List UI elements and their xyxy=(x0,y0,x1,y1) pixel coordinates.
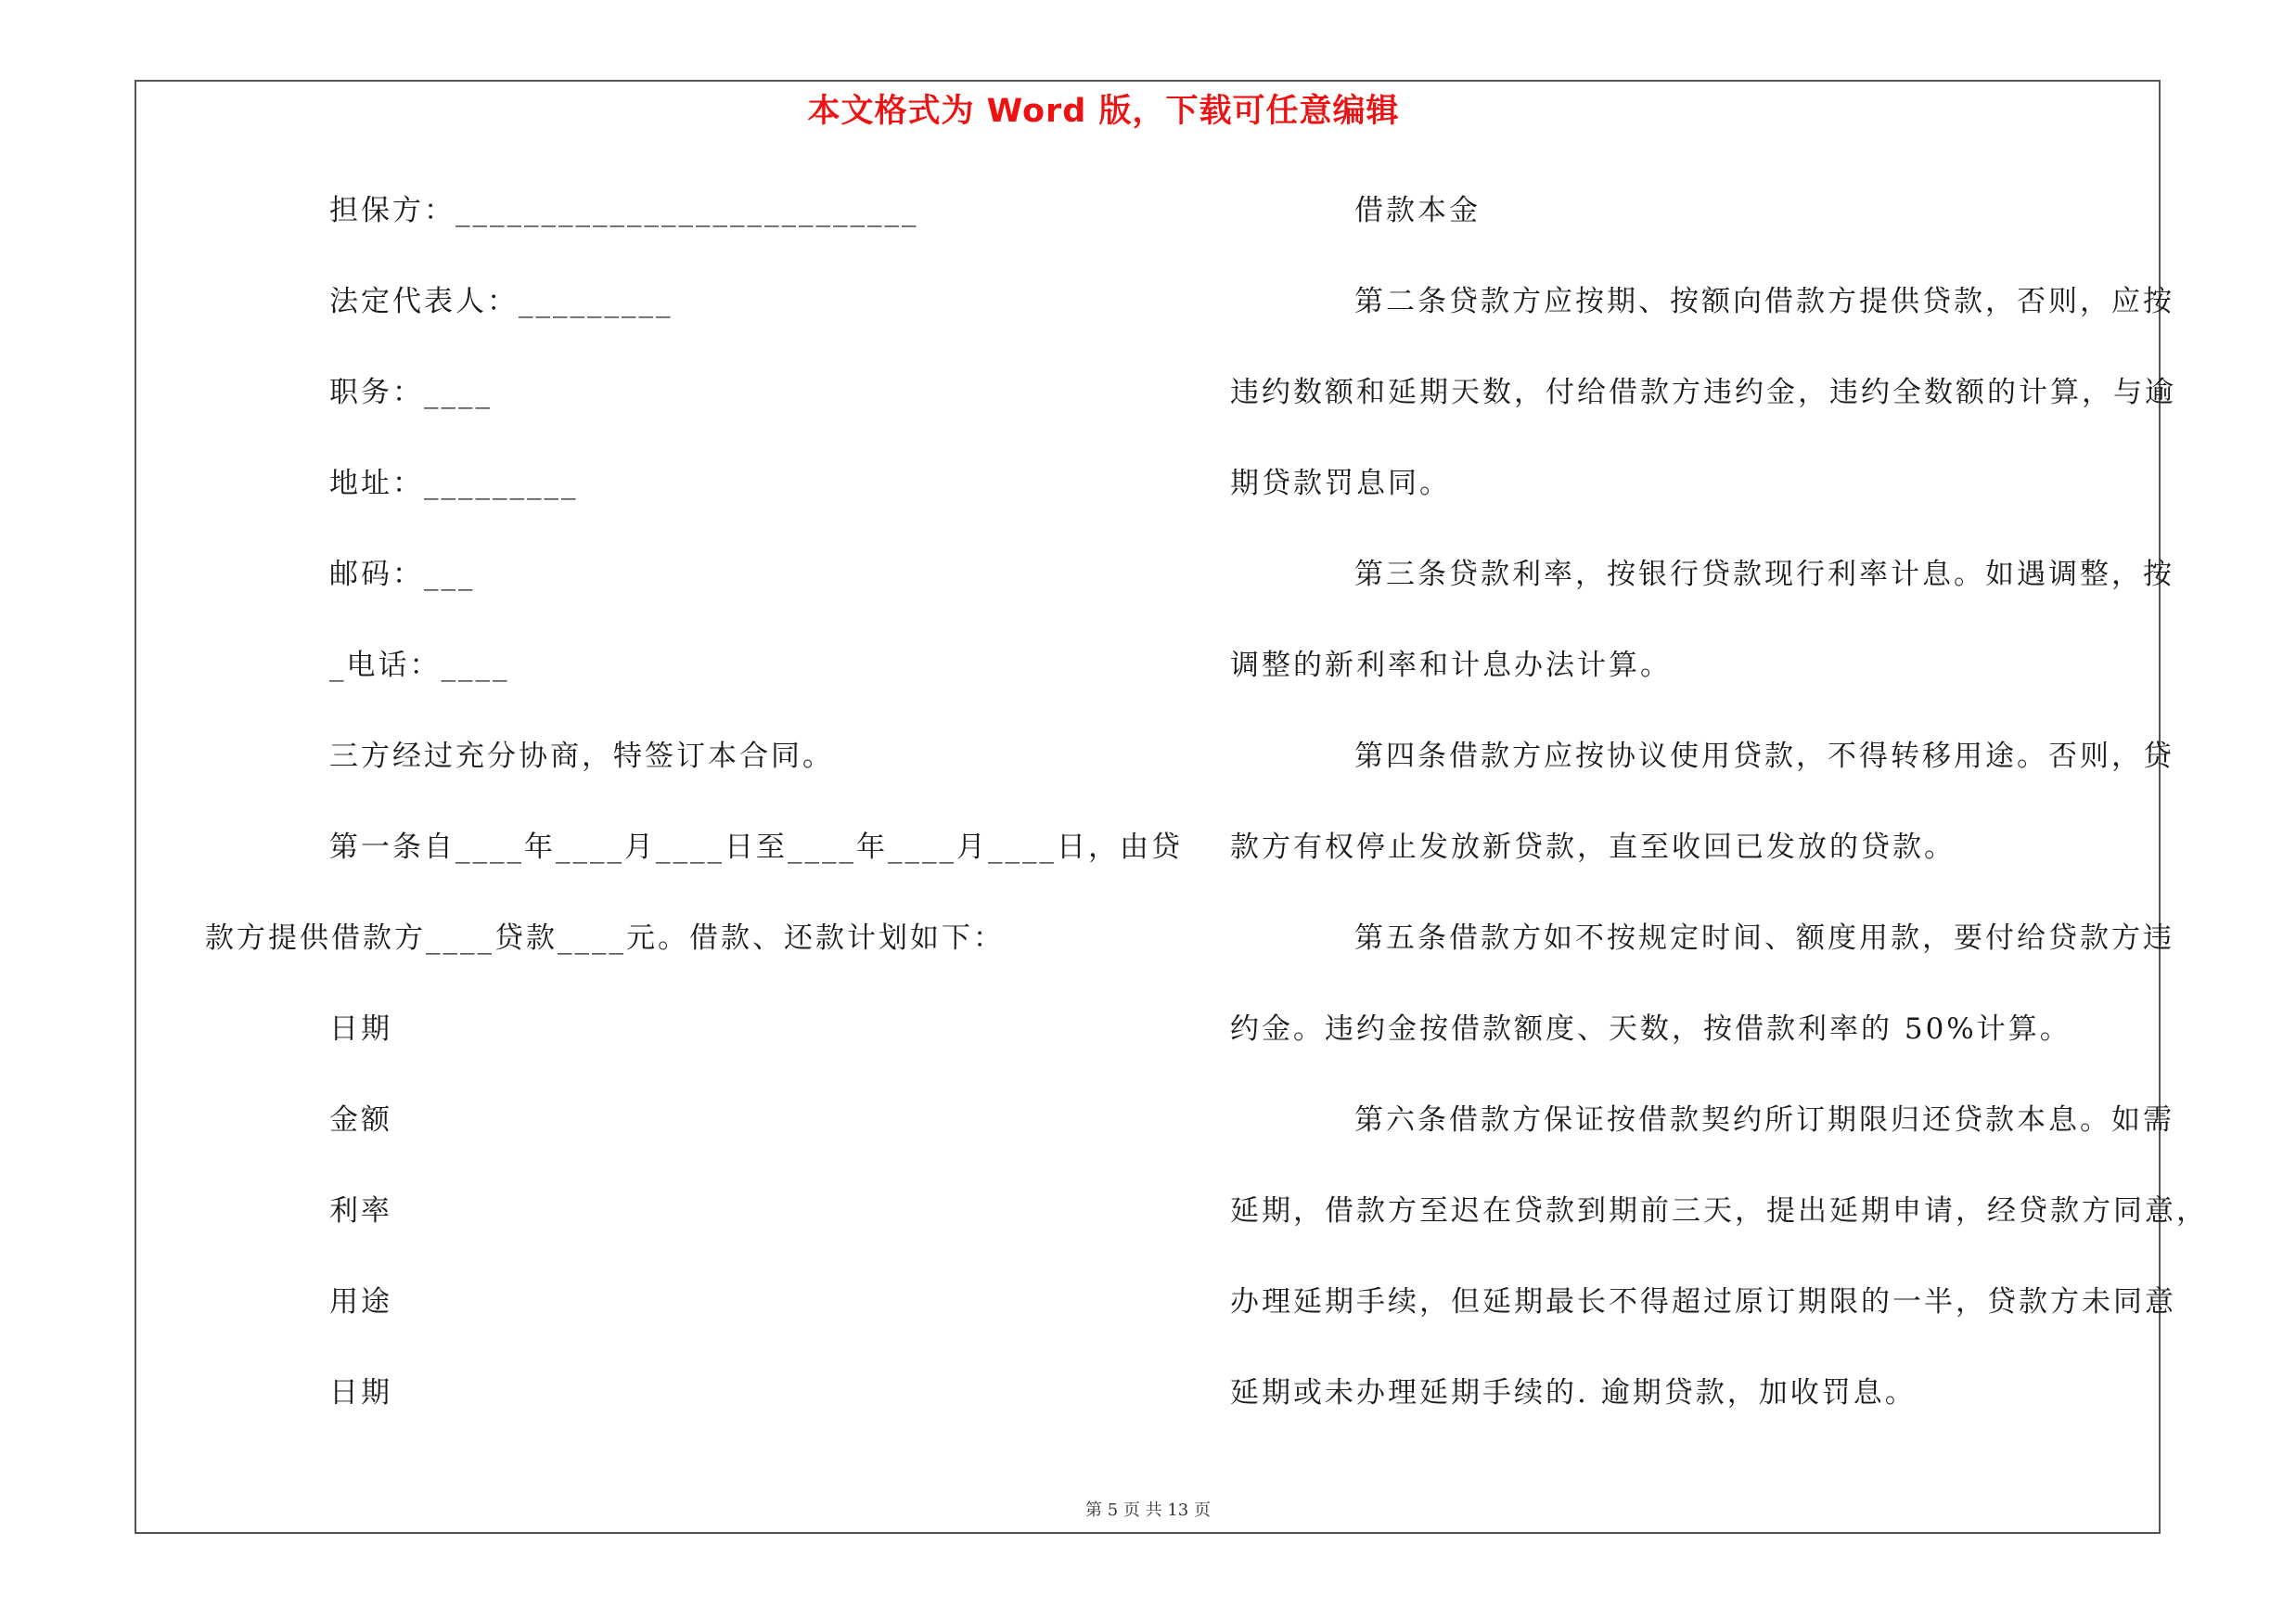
article-three-line-1: 第三条贷款利率，按银行贷款现行利率计息。如遇调整，按 xyxy=(1354,558,2174,591)
article-four-line-1: 第四条借款方应按协议使用贷款，不得转移用途。否则，贷 xyxy=(1354,740,2174,773)
plan-item-purpose: 用途 xyxy=(329,1285,392,1319)
agreement-paragraph: 三方经过充分协商，特签订本合同。 xyxy=(329,740,834,773)
article-two-line-3: 期贷款罚息同。 xyxy=(1230,467,1451,500)
article-six-line-1: 第六条借款方保证按借款契约所订期限归还贷款本息。如需 xyxy=(1354,1103,2174,1137)
article-six-line-4: 延期或未办理延期手续的. 逾期贷款，加收罚息。 xyxy=(1230,1376,1917,1410)
postcode-line: 邮码：___ xyxy=(329,558,476,591)
article-five-line-1: 第五条借款方如不按规定时间、额度用款，要付给贷款方违 xyxy=(1354,921,2174,955)
document-banner: 本文格式为 Word 版，下载可任意编辑 xyxy=(807,93,1400,130)
article-six-line-2: 延期，借款方至迟在贷款到期前三天，提出延期申请，经贷款方同意， xyxy=(1230,1194,2208,1228)
phone-line: _电话：____ xyxy=(329,649,510,682)
article-two-line-2: 违约数额和延期天数，付给借款方违约金，违约全数额的计算，与逾 xyxy=(1230,376,2176,409)
article-three-line-2: 调整的新利率和计息办法计算。 xyxy=(1230,649,1672,682)
article-one-line-1: 第一条自____年____月____日至____年____月____日，由贷 xyxy=(329,831,1183,864)
guarantor-line: 担保方：___________________________ xyxy=(329,194,919,227)
plan-item-date: 日期 xyxy=(329,1012,392,1046)
page-number-footer: 第 5 页 共 13 页 xyxy=(1085,1501,1211,1520)
article-one-line-2: 款方提供借款方____贷款____元。借款、还款计划如下： xyxy=(205,921,1005,955)
article-six-line-3: 办理延期手续，但延期最长不得超过原订期限的一半，贷款方未同意 xyxy=(1230,1285,2176,1319)
plan-item-rate: 利率 xyxy=(329,1194,392,1228)
article-two-line-1: 第二条贷款方应按期、按额向借款方提供贷款，否则，应按 xyxy=(1354,285,2174,318)
legal-representative-line: 法定代表人：_________ xyxy=(329,285,673,318)
plan-item-amount: 金额 xyxy=(329,1103,392,1137)
article-four-line-2: 款方有权停止发放新贷款，直至收回已发放的贷款。 xyxy=(1230,831,1956,864)
article-five-line-2: 约金。违约金按借款额度、天数，按借款利率的 50%计算。 xyxy=(1230,1012,2072,1046)
plan-item-date-2: 日期 xyxy=(329,1376,392,1410)
address-line: 地址：_________ xyxy=(329,467,579,500)
position-line: 职务：____ xyxy=(329,376,493,409)
loan-principal-label: 借款本金 xyxy=(1354,194,1481,227)
